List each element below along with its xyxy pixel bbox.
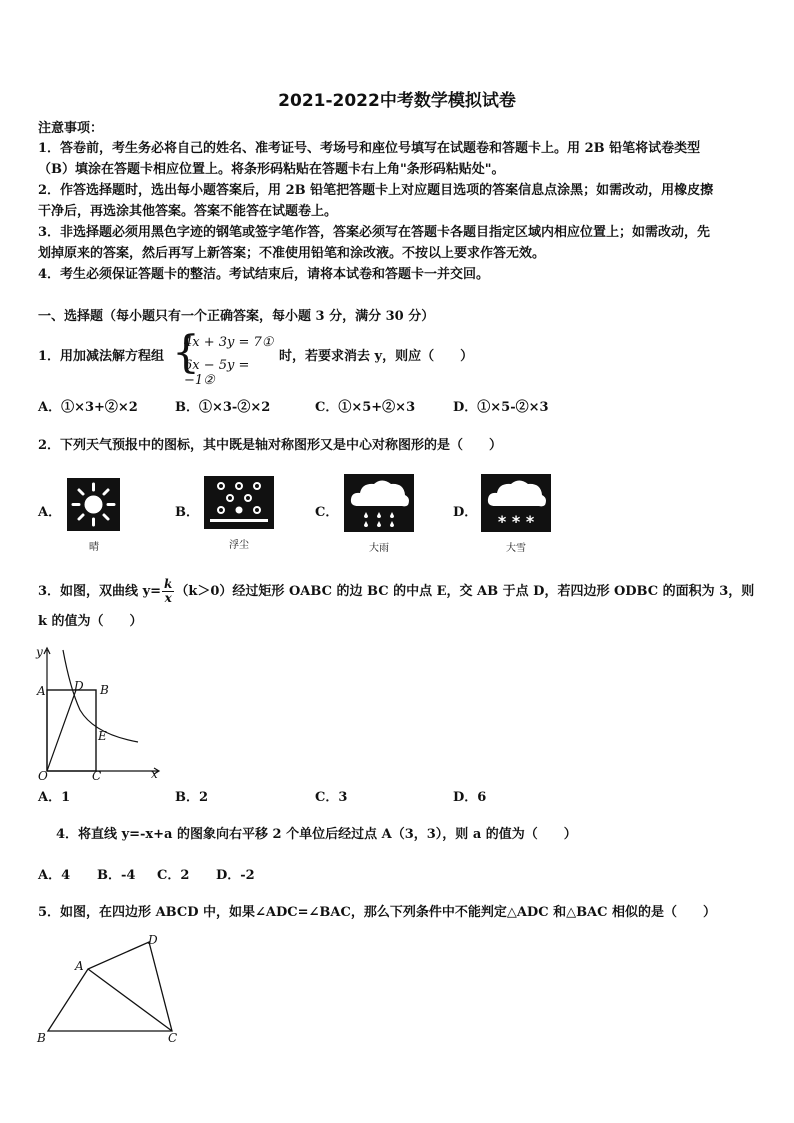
q1-suffix: 时，若要求消去 y，则应（ ） xyxy=(279,349,474,364)
q2-text: 2．下列天气预报中的图标，其中既是轴对称图形又是中心对称图形的是（ ） xyxy=(38,438,503,453)
q4-option-b: B．-4 xyxy=(97,868,136,883)
point-label-a: A xyxy=(75,959,84,973)
point-label-a: A xyxy=(37,684,46,698)
point-label-d: D xyxy=(148,933,158,947)
notice-line: （B）填涂在答题卡相应位置上。将条形码粘贴在答题卡右上角"条形码粘贴处"。 xyxy=(38,162,505,177)
q3-text-a: 3．如图，双曲线 y= xyxy=(38,584,162,599)
point-label-b: B xyxy=(100,683,109,697)
caption-sunny: 晴 xyxy=(89,542,99,553)
q4-option-d: D．-2 xyxy=(216,868,255,883)
q5-text: 5．如图，在四边形 ABCD 中，如果∠ADC=∠BAC，那么下列条件中不能判定△ADC 和△BAC 相似的是（ ） xyxy=(38,905,717,920)
q3-option-b: B．2 xyxy=(175,790,209,805)
notice-line: 2．作答选择题时，选出每小题答案后，用 2B 铅笔把答题卡上对应题目选项的答案信息点涂黑；如需改动，用橡皮擦 xyxy=(38,183,714,198)
equation-system xyxy=(172,327,282,388)
axis-label-x: x xyxy=(151,767,158,781)
heavy-rain-icon xyxy=(344,474,414,532)
q3-text xyxy=(38,578,754,605)
fraction-k-over-x xyxy=(162,578,174,605)
equation-2: 6x − 5y = −1② xyxy=(184,358,250,388)
notice-line: 1．答卷前，考生务必将自己的姓名、准考证号、考场号和座位号填写在试题卷和答题卡上。用 2B 铅笔将试卷类型 xyxy=(38,141,701,156)
point-label-o: O xyxy=(38,769,48,782)
q4-text: 4．将直线 y=-x+a 的图象向右平移 2 个单位后经过点 A（3，3），则 a 的值为（ ） xyxy=(56,827,577,842)
svg-text:*: * xyxy=(511,512,521,531)
section-heading: 一、选择题（每小题只有一个正确答案，每小题 3 分，满分 30 分） xyxy=(38,309,435,324)
q1-option-d: D．①×5-②×3 xyxy=(453,400,549,415)
caption-dust: 浮尘 xyxy=(229,540,249,551)
q4-option-c: C．2 xyxy=(157,868,190,883)
q3-option-a: A．1 xyxy=(38,790,71,805)
q2-option-d: D． xyxy=(453,505,478,520)
q4-option-a: A．4 xyxy=(38,868,71,883)
q3-line2: k 的值为（ ） xyxy=(38,614,143,629)
q3-option-c: C．3 xyxy=(315,790,348,805)
brace: { xyxy=(172,327,200,378)
svg-text:*: * xyxy=(525,512,535,531)
q1-option-a: A．①×3+②×2 xyxy=(38,400,138,415)
dust-icon xyxy=(204,476,274,529)
notice-line: 划掉原来的答案，然后再写上新答案；不准使用铅笔和涂改液。不按以上要求作答无效。 xyxy=(38,246,546,261)
q2-option-a: A． xyxy=(38,505,62,520)
q2-option-b: B． xyxy=(175,505,199,520)
point-label-c: C xyxy=(92,769,102,782)
svg-text:*: * xyxy=(497,512,507,531)
notice-line: 3．非选择题必须用黑色字迹的钢笔或签字笔作答，答案必须写在答题卡各题目指定区域内相应位置上；如需改动，先 xyxy=(38,225,711,240)
quadrilateral-figure xyxy=(34,930,194,1050)
fraction-numerator: k xyxy=(164,577,173,591)
notice-line: 4．考生必须保证答题卡的整洁。考试结束后，请将本试卷和答题卡一并交回。 xyxy=(38,267,490,282)
notice-heading: 注意事项： xyxy=(38,121,104,136)
q2-option-c: C． xyxy=(315,505,339,520)
sun-icon xyxy=(67,478,120,531)
q3-option-d: D．6 xyxy=(453,790,487,805)
equation-1: 4x + 3y = 7① xyxy=(184,335,274,350)
point-label-b: B xyxy=(37,1031,46,1045)
q1-prefix: 1．用加减法解方程组 xyxy=(38,349,165,364)
q1-option-b: B．①×3-②×2 xyxy=(175,400,271,415)
point-label-c: C xyxy=(168,1031,178,1045)
point-label-d: D xyxy=(74,679,84,693)
caption-heavy-rain: 大雨 xyxy=(369,543,389,554)
hyperbola-rectangle-figure xyxy=(34,640,168,782)
q3-text-b: （k＞0）经过矩形 OABC 的边 BC 的中点 E，交 AB 于点 D，若四边形 ODBC 的面积为 3，则 xyxy=(175,584,755,599)
q1-option-c: C．①×5+②×3 xyxy=(315,400,416,415)
fraction-denominator: x xyxy=(164,591,172,605)
caption-heavy-snow: 大雪 xyxy=(506,543,526,554)
notice-line: 干净后，再选涂其他答案。答案不能答在试题卷上。 xyxy=(38,204,338,219)
heavy-snow-icon xyxy=(481,474,551,532)
page-title: 2021-2022中考数学模拟试卷 xyxy=(278,91,516,111)
point-label-e: E xyxy=(98,729,107,743)
axis-label-y: y xyxy=(36,645,43,659)
